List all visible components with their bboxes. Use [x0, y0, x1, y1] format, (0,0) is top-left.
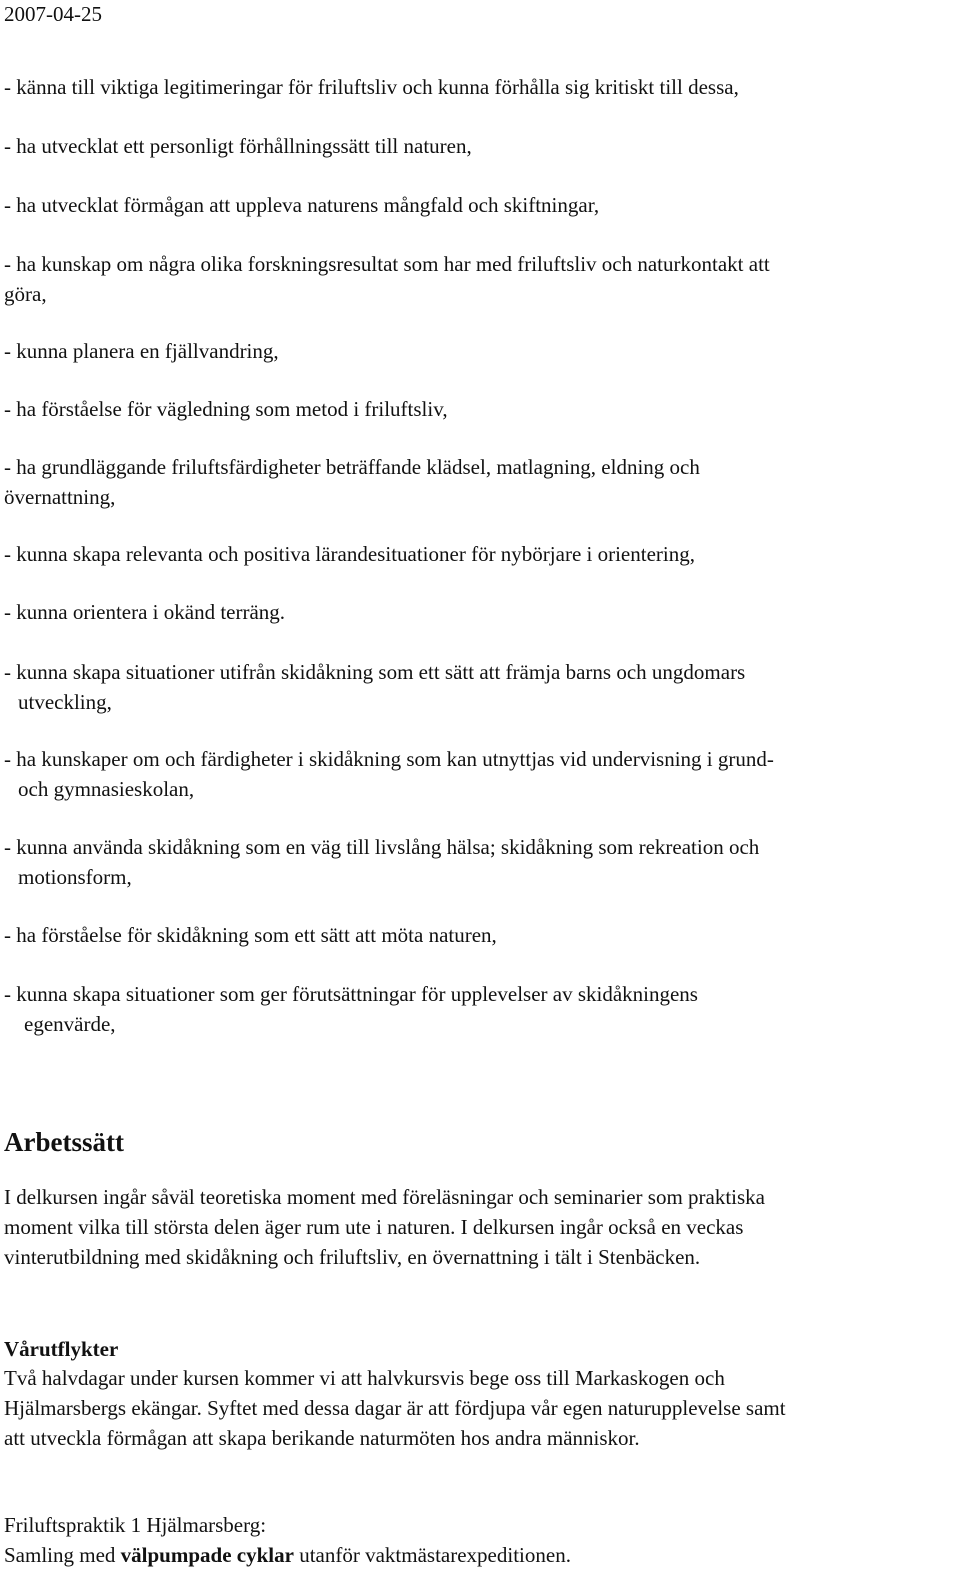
goal-text: - ha kunskap om några olika forskningsresultat som har med friluftsliv och naturkontakt att — [4, 252, 770, 276]
goal-text: - kunna skapa relevanta och positiva lärandesituationer för nybörjare i orientering, — [4, 542, 695, 566]
goal-text-continued: egenvärde, — [24, 1012, 116, 1036]
goal-text: - ha förståelse för vägledning som metod i friluftsliv, — [4, 397, 448, 421]
friluftspraktik-block — [4, 1510, 956, 1570]
goal-text: - ha utvecklat ett personligt förhållningssätt till naturen, — [4, 134, 472, 158]
paragraph-line: vinterutbildning med skidåkning och friluftsliv, en övernattning i tält i Stenbäcken. — [4, 1245, 701, 1269]
goal-text: - kunna använda skidåkning som en väg till livslång hälsa; skidåkning som rekreation och — [4, 835, 760, 859]
goal-text: - ha förståelse för skidåkning som ett sätt att möta naturen, — [4, 923, 497, 947]
goal-item — [4, 832, 956, 892]
goal-item — [4, 920, 956, 950]
line-suffix: utanför vaktmästarexpeditionen. — [293, 1543, 571, 1567]
varutflykter-paragraph — [4, 1363, 956, 1453]
goal-item — [4, 249, 956, 309]
goal-text: - ha kunskaper om och färdigheter i skidåkning som kan utnyttjas vid undervisning i grund- — [4, 747, 774, 771]
goal-text-continued: utveckling, — [18, 690, 112, 714]
goal-text-continued: göra, — [4, 282, 47, 306]
friluftspraktik-title: Friluftspraktik 1 Hjälmarsberg: — [4, 1513, 267, 1537]
goal-item — [4, 979, 956, 1039]
section-heading-varutflykter: Vårutflykter — [4, 1337, 119, 1361]
goal-text: - känna till viktiga legitimeringar för friluftsliv och kunna förhålla sig kritiskt till dessa, — [4, 75, 739, 99]
goal-item — [4, 452, 956, 512]
goal-text: - kunna skapa situationer utifrån skidåkning som ett sätt att främja barns och ungdomars — [4, 660, 746, 684]
document-date: 2007-04-25 — [4, 2, 102, 26]
paragraph-line: moment vilka till största delen äger rum ute i naturen. I delkursen ingår också en veckas — [4, 1215, 744, 1239]
goal-text: - ha utvecklat förmågan att uppleva naturens mångfald och skiftningar, — [4, 193, 600, 217]
goal-text: - kunna orientera i okänd terräng. — [4, 600, 286, 624]
paragraph-line: att utveckla förmågan att skapa berikande naturmöten hos andra människor. — [4, 1426, 640, 1450]
paragraph-line: Två halvdagar under kursen kommer vi att halvkursvis bege oss till Markaskogen och — [4, 1366, 725, 1390]
goal-item — [4, 72, 956, 102]
goal-item — [4, 597, 956, 627]
goal-text-continued: och gymnasieskolan, — [18, 777, 195, 801]
line-prefix: Samling med — [4, 1543, 121, 1567]
line-bold: välpumpade cyklar — [120, 1543, 294, 1567]
goal-item — [4, 394, 956, 424]
friluftspraktik-line — [4, 1540, 956, 1570]
goal-text: - ha grundläggande friluftsfärdigheter beträffande klädsel, matlagning, eldning och — [4, 455, 700, 479]
paragraph-line: I delkursen ingår såväl teoretiska moment med föreläsningar och seminarier som praktiska — [4, 1185, 766, 1209]
goal-item — [4, 657, 956, 717]
goal-text-continued: motionsform, — [18, 865, 132, 889]
goal-item — [4, 190, 956, 220]
goal-text-continued: övernattning, — [4, 485, 116, 509]
goal-item — [4, 131, 956, 161]
goal-item — [4, 336, 956, 366]
section-heading-arbetssatt: Arbetssätt — [4, 1127, 124, 1157]
goal-item — [4, 539, 956, 569]
paragraph-line: Hjälmarsbergs ekängar. Syftet med dessa dagar är att fördjupa vår egen naturupplevelse samt — [4, 1396, 786, 1420]
arbetssatt-paragraph — [4, 1182, 956, 1272]
goal-text: - kunna skapa situationer som ger förutsättningar för upplevelser av skidåkningens — [4, 982, 698, 1006]
goal-text: - kunna planera en fjällvandring, — [4, 339, 279, 363]
goal-item — [4, 744, 956, 804]
